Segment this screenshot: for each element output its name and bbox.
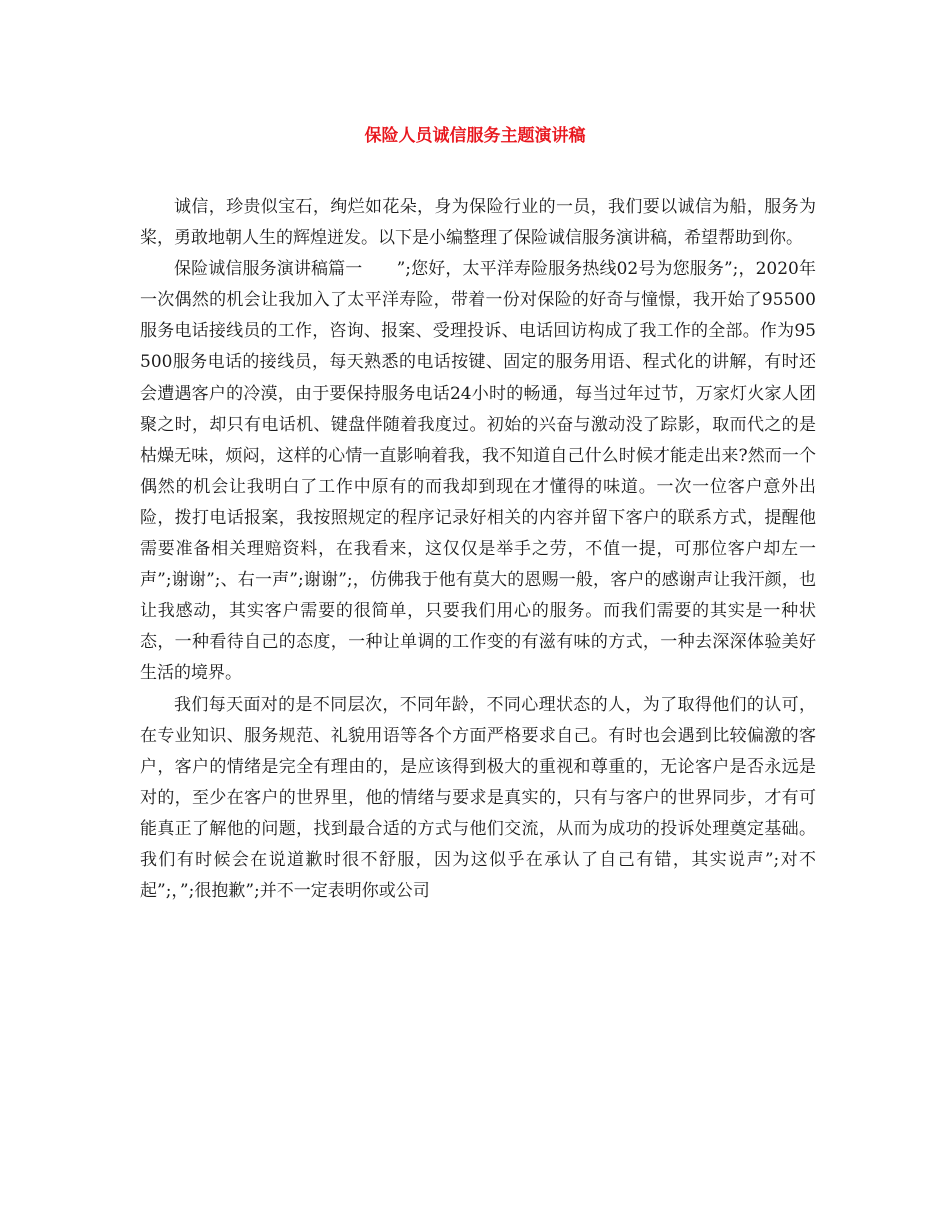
paragraph-intro: 诚信，珍贵似宝石，绚烂如花朵，身为保险行业的一员，我们要以诚信为船，服务为桨，勇敢地朝人生的辉煌迸发。以下是小编整理了保险诚信服务演讲稿，希望帮助到你。	[140, 197, 816, 249]
paragraph-customer-service: 我们每天面对的是不同层次，不同年龄，不同心理状态的人，为了取得他们的认可，在专业知识、服务规范、礼貌用语等各个方面严格要求自己。有时也会遇到比较偏激的客户，客户的情绪是完全有理由的，是应该得到极大的重视和尊重的，无论客户是否永远是对的，至少在客户的世界里，他的情绪与要求是真实的，只有与客户的世界同步，才有可能真正了解他的问题，找到最合适的方式与他们交流，从而为成功的投诉处理奠定基础。我们有时候会在说道歉时很不舒服，因为这似乎在承认了自己有错，其实说声”;对不起”;，”;很抱歉”;并不一定表明你或公司	[140, 694, 816, 902]
paragraph-speech-one: 保险诚信服务演讲稿篇一 ”;您好，太平洋寿险服务热线02号为您服务”;，2020年一次偶然的机会让我加入了太平洋寿险，带着一份对保险的好奇与憧憬，我开始了95500服务电话接线员的工作，咨询、报案、受理投诉、电话回访构成了我工作的全部。作为95500服务电话的接线员，每天熟悉的电话按键、固定的服务用语、程式化的讲解，有时还会遭遇客户的冷漠，由于要保持服务电话24小时的畅通，每当过年过节，万家灯火家人团聚之时，却只有电话机、键盘伴随着我度过。初始的兴奋与激动没了踪影，取而代之的是枯燥无味，烦闷，这样的心情一直影响着我，我不知道自己什么时候才能走出来?然而一个偶然的机会让我明白了工作中原有的而我却到现在才懂得的味道。一次一位客户意外出险，拨打电话报案，我按照规定的程序记录好相关的内容并留下客户的联系方式，提醒他需要准备相关理赔资料，在我看来，这仅仅是举手之劳，不值一提，可那位客户却左一声”;谢谢”;、右一声”;谢谢”;，仿佛我于他有莫大的恩赐一般，客户的感谢声让我汗颜，也让我感动，其实客户需要的很简单，只要我们用心的服务。而我们需要的其实是一种状态，一种看待自己的态度，一种让单调的工作变的有滋有味的方式，一种去深深体验美好生活的境界。	[140, 259, 816, 684]
document-body	[140, 192, 816, 907]
document-title: 保险人员诚信服务主题演讲稿	[364, 126, 586, 146]
